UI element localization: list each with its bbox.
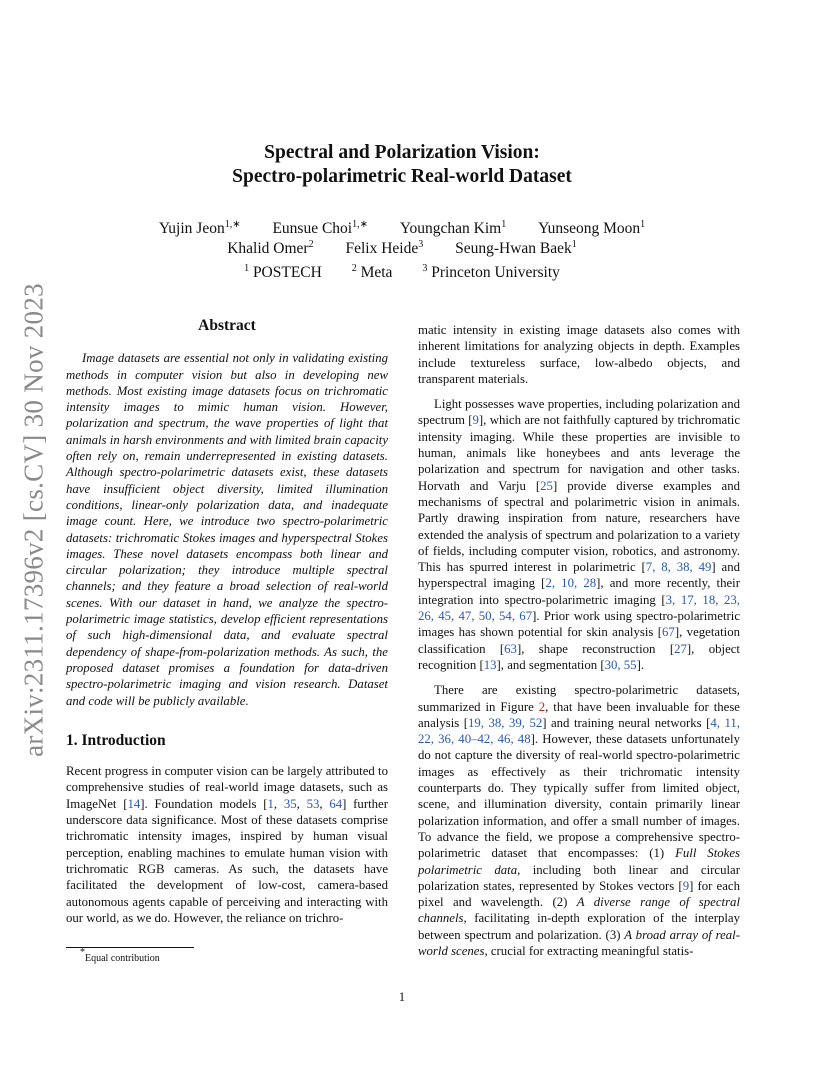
citation-link[interactable]: 9 (472, 413, 479, 428)
author: Yunseong Moon$^1$ (538, 219, 646, 237)
citation-link[interactable]: 64 (329, 796, 343, 811)
citation-link[interactable]: 25 (540, 478, 553, 493)
paragraph-continued: matic intensity in existing image datasets also comes with inherent limitations for analyzing objects in depth. Examples include textureless surface, low-albedo objects, and transparent materials. (418, 323, 740, 386)
citation-link[interactable]: 30, 55 (604, 657, 637, 672)
citation-link[interactable]: 27 (674, 641, 687, 656)
author-row-1 (0, 219, 804, 239)
author-list (0, 219, 804, 259)
affiliation: $^3$ Princeton University (422, 263, 560, 281)
author: Felix Heide$^3$ (345, 239, 424, 257)
page-number: 1 (398, 990, 406, 1004)
author: Eunsue Choi$^{1,∗}$ (272, 219, 369, 237)
citation-link[interactable]: 14 (127, 796, 141, 811)
citation-link[interactable]: 3, 17, 18, 23, 26, 45, 47, 50, 54, 67 (418, 592, 741, 624)
citation-link[interactable]: 13 (483, 657, 497, 672)
affiliation: $^2$ Meta (351, 263, 393, 281)
footnote: *Equal contribution (80, 947, 160, 964)
arxiv-stamp (10, 280, 58, 760)
citation-link[interactable]: 9 (682, 878, 690, 893)
citation-link[interactable]: 67 (662, 625, 675, 640)
author: Yujin Jeon$^{1,∗}$ (158, 219, 241, 237)
abstract-text: Image datasets are essential not only in validating existing methods in computer vision but also in developing new methods. Most existing image datasets focus on trichromatic intensity images to mimic human vision. However, polarization and spectrum, the wave properties of light that animals in harsh environments and with limited brain capacity often rely on, remain underrepresented in existing datasets. Although spectro-polarimetric datasets exist, these datasets have insufficient object diversity, limited illumination conditions, linear-only polarization data, and inadequate image count. Here, we introduce two spectro-polarimetric datasets: trichromatic Stokes images and hyperspectral Stokes images. These novel datasets encompass both linear and circular polarization; they introduce multiple spectral channels; and they feature a broad selection of real-world scenes. With our dataset in hand, we analyze the spectro-polarimetric image statistics, develop efficient representations of such high-dimensional data, and evaluate spectral dependency of shape-from-polarization methods. As such, the proposed dataset promises a foundation for data-driven spectro-polarimetric imaging and vision research. Dataset and code will be publicly available. (66, 351, 388, 708)
arxiv-id: arXiv:2311.17396v2 [cs.CV] 30 Nov 2023 (18, 283, 49, 757)
title-line-2: Spectro-polarimetric Real-world Dataset (232, 166, 572, 187)
citation-link[interactable]: 35 (283, 796, 297, 811)
paragraph-existing-datasets: There are existing spectro-polarimetric datasets, summarized in Figure 2, that have been invaluable for these analysis [19, 38, 39, 52] and training neural networks [4, 11, 22, 36, 40–42, 46, 48]. However, these datasets unfortunately do not capture the diversity of real-world spectro-polarimetric images as effectively as their trichromatic intensity counterparts do. They typically suffer from limited object, scene, and illumination diversity, contain primarily linear polarization information, and offer a small number of images. To advance the field, we propose a comprehensive spectro-polarimetric dataset that encompasses: (1) Full Stokes polarimetric data, including both linear and circular polarization states, represented by Stokes vectors [9] for each pixel and wavelength. (2) A diverse range of spectral channels, facilitating in-depth exploration of the interplay between spectrum and polarization. (3) A broad array of real-world scenes, crucial for extracting meaningful statis- (418, 683, 741, 958)
author-row-2 (0, 239, 804, 259)
intro-paragraph: Recent progress in computer vision can be largely attributed to comprehensive studies of real-world image datasets, such as ImageNet [14]. Foundation models [1, 35, 53, 64] further underscore data significance. Most of these datasets comprise trichromatic intensity images, inspired by human visual perception, enabling machines to emulate human vision with trichromatic RGB cameras. As such, the datasets have facilitated the development of low-cost, camera-based autonomous agents capable of perceiving and interacting with our world, as we do. However, the reliance on trichro- (66, 764, 388, 925)
citation-link[interactable]: 7, 8, 38, 49 (645, 560, 712, 575)
author: Khalid Omer$^2$ (227, 239, 314, 257)
citation-link[interactable]: 4, 11, 22, 36, 40–42, 46, 48 (418, 715, 740, 747)
title-line-1: Spectral and Polarization Vision: (264, 142, 540, 163)
figure-link[interactable]: 2 (538, 699, 546, 714)
right-column (418, 322, 740, 959)
citation-link[interactable]: 19, 38, 39, 52 (467, 715, 543, 730)
affiliations (0, 264, 804, 282)
citation-link[interactable]: 53 (306, 796, 320, 811)
footnote-rule (66, 947, 194, 948)
affiliation: $^1$ POSTECH (244, 263, 322, 281)
intro-heading: 1. Introduction (66, 731, 166, 749)
paragraph-wave-properties: Light possesses wave properties, including polarization and spectrum [9], which are not faithfully captured by trichromatic intensity imaging. While these properties are invisible to human, animals like honeybees and ants leverage the polarization and spectrum for navigation and other tasks. Horvath and Varju [25] provide diverse examples and mechanisms of spectral and polarimetric vision in animals. Partly drawing inspiration from nature, researchers have extended the analysis of spectrum and polarization to a variety of fields, including computer vision, robotics, and astronomy. This has spurred interest in polarimetric [7, 8, 38, 49] and hyperspectral imaging [2, 10, 28], and more recently, their integration into spectro-polarimetric imaging [3, 17, 18, 23, 26, 45, 47, 50, 54, 67]. Prior work using spectro-polarimetric images has shown potential for skin analysis [67], vegetation classification [63], shape reconstruction [27], object recognition [13], and segmentation [30, 55]. (418, 397, 741, 672)
citation-link[interactable]: 1 (267, 796, 274, 811)
paper-title (0, 141, 804, 189)
citation-link[interactable]: 63 (504, 641, 517, 656)
abstract-heading: Abstract (198, 317, 256, 334)
author: Youngchan Kim$^1$ (399, 219, 507, 237)
left-column (66, 318, 388, 926)
author: Seung-Hwan Baek$^1$ (455, 239, 577, 257)
citation-link[interactable]: 2, 10, 28 (545, 576, 597, 591)
